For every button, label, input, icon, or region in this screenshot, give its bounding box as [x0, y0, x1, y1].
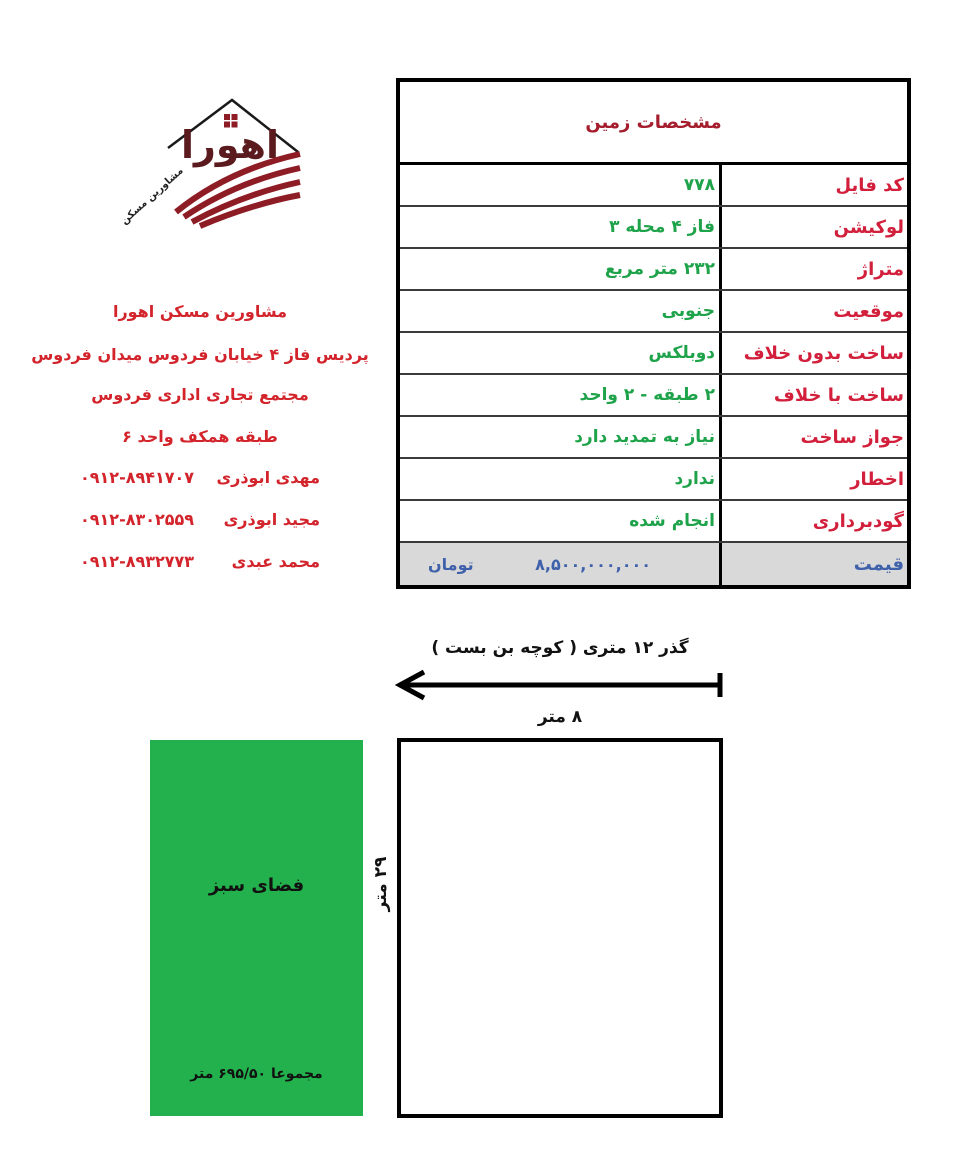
green-space-label: فضای سبز — [208, 875, 305, 896]
price-label: قیمت — [719, 543, 907, 585]
agency-address-line: مجتمع تجاری اداری فردوس — [91, 385, 309, 404]
table-row — [400, 333, 907, 375]
agency-address-line: طبقه همکف واحد ۶ — [122, 427, 278, 446]
contact-line — [80, 466, 320, 490]
land-plot-outline — [397, 738, 723, 1118]
row-label: اخطار — [719, 459, 907, 499]
price-currency: تومان — [428, 554, 474, 574]
row-label: متراژ — [719, 249, 907, 289]
contact-line — [80, 550, 320, 574]
row-label: گودبرداری — [719, 501, 907, 541]
row-value: ندارد — [674, 469, 715, 489]
table-row — [400, 249, 907, 291]
price-row — [400, 543, 907, 585]
contact-name: محمد عبدی — [231, 552, 320, 571]
row-label: ساخت با خلاف — [719, 375, 907, 415]
depth-dimension-label: ۲۹ متر — [371, 856, 391, 912]
frontage-dimension-label: ۸ متر — [537, 707, 583, 727]
logo-brand-text: اهورا — [180, 123, 280, 167]
row-value: ۲ طبقه - ۲ واحد — [579, 385, 715, 405]
row-value: نیاز به تمدید دارد — [574, 427, 715, 447]
street-direction-arrow-icon — [393, 665, 727, 705]
row-value: ۲۳۲ متر مربع — [604, 259, 715, 279]
green-space-area — [150, 740, 363, 1116]
contact-name: مهدی ابوذری — [216, 468, 320, 487]
contact-name: مجید ابوذری — [223, 510, 320, 529]
street-label: گذر ۱۲ متری ( کوچه بن بست ) — [431, 638, 689, 658]
row-label: موقعیت — [719, 291, 907, 331]
row-label: ساخت بدون خلاف — [719, 333, 907, 373]
green-space-total-area: مجموعا ۶۹۵/۵۰ متر — [190, 1066, 323, 1082]
table-row — [400, 459, 907, 501]
table-row — [400, 291, 907, 333]
contact-phone: ۰۹۱۲-۸۹۴۱۷۰۷ — [80, 468, 195, 487]
row-value: انجام شده — [629, 511, 715, 531]
row-value: فاز ۴ محله ۳ — [609, 217, 715, 237]
row-label: جواز ساخت — [719, 417, 907, 457]
table-row — [400, 417, 907, 459]
row-value: جنوبی — [661, 301, 715, 321]
logo-tagline-text: مشاورین مسکن — [119, 165, 186, 227]
table-row — [400, 165, 907, 207]
row-value: ۷۷۸ — [683, 175, 715, 195]
agency-address-line: پردیس فاز ۴ خیابان فردوس میدان فردوس — [31, 345, 369, 364]
table-row — [400, 501, 907, 543]
table-row — [400, 375, 907, 417]
price-value — [400, 543, 719, 585]
contact-phone: ۰۹۱۲-۸۳۰۲۵۵۹ — [80, 510, 195, 529]
row-value: دوبلکس — [648, 343, 715, 363]
land-spec-table — [396, 78, 911, 589]
contact-phone: ۰۹۱۲-۸۹۳۲۷۷۳ — [80, 552, 195, 571]
contact-line — [80, 508, 320, 532]
row-label: لوکیشن — [719, 207, 907, 247]
agency-name: مشاورین مسکن اهورا — [112, 302, 288, 321]
price-amount: ۸,۵۰۰,۰۰۰,۰۰۰ — [535, 554, 651, 574]
ahura-logo — [118, 90, 308, 230]
spec-table-title: مشخصات زمین — [400, 82, 907, 165]
row-label: کد فایل — [719, 165, 907, 205]
table-row — [400, 207, 907, 249]
